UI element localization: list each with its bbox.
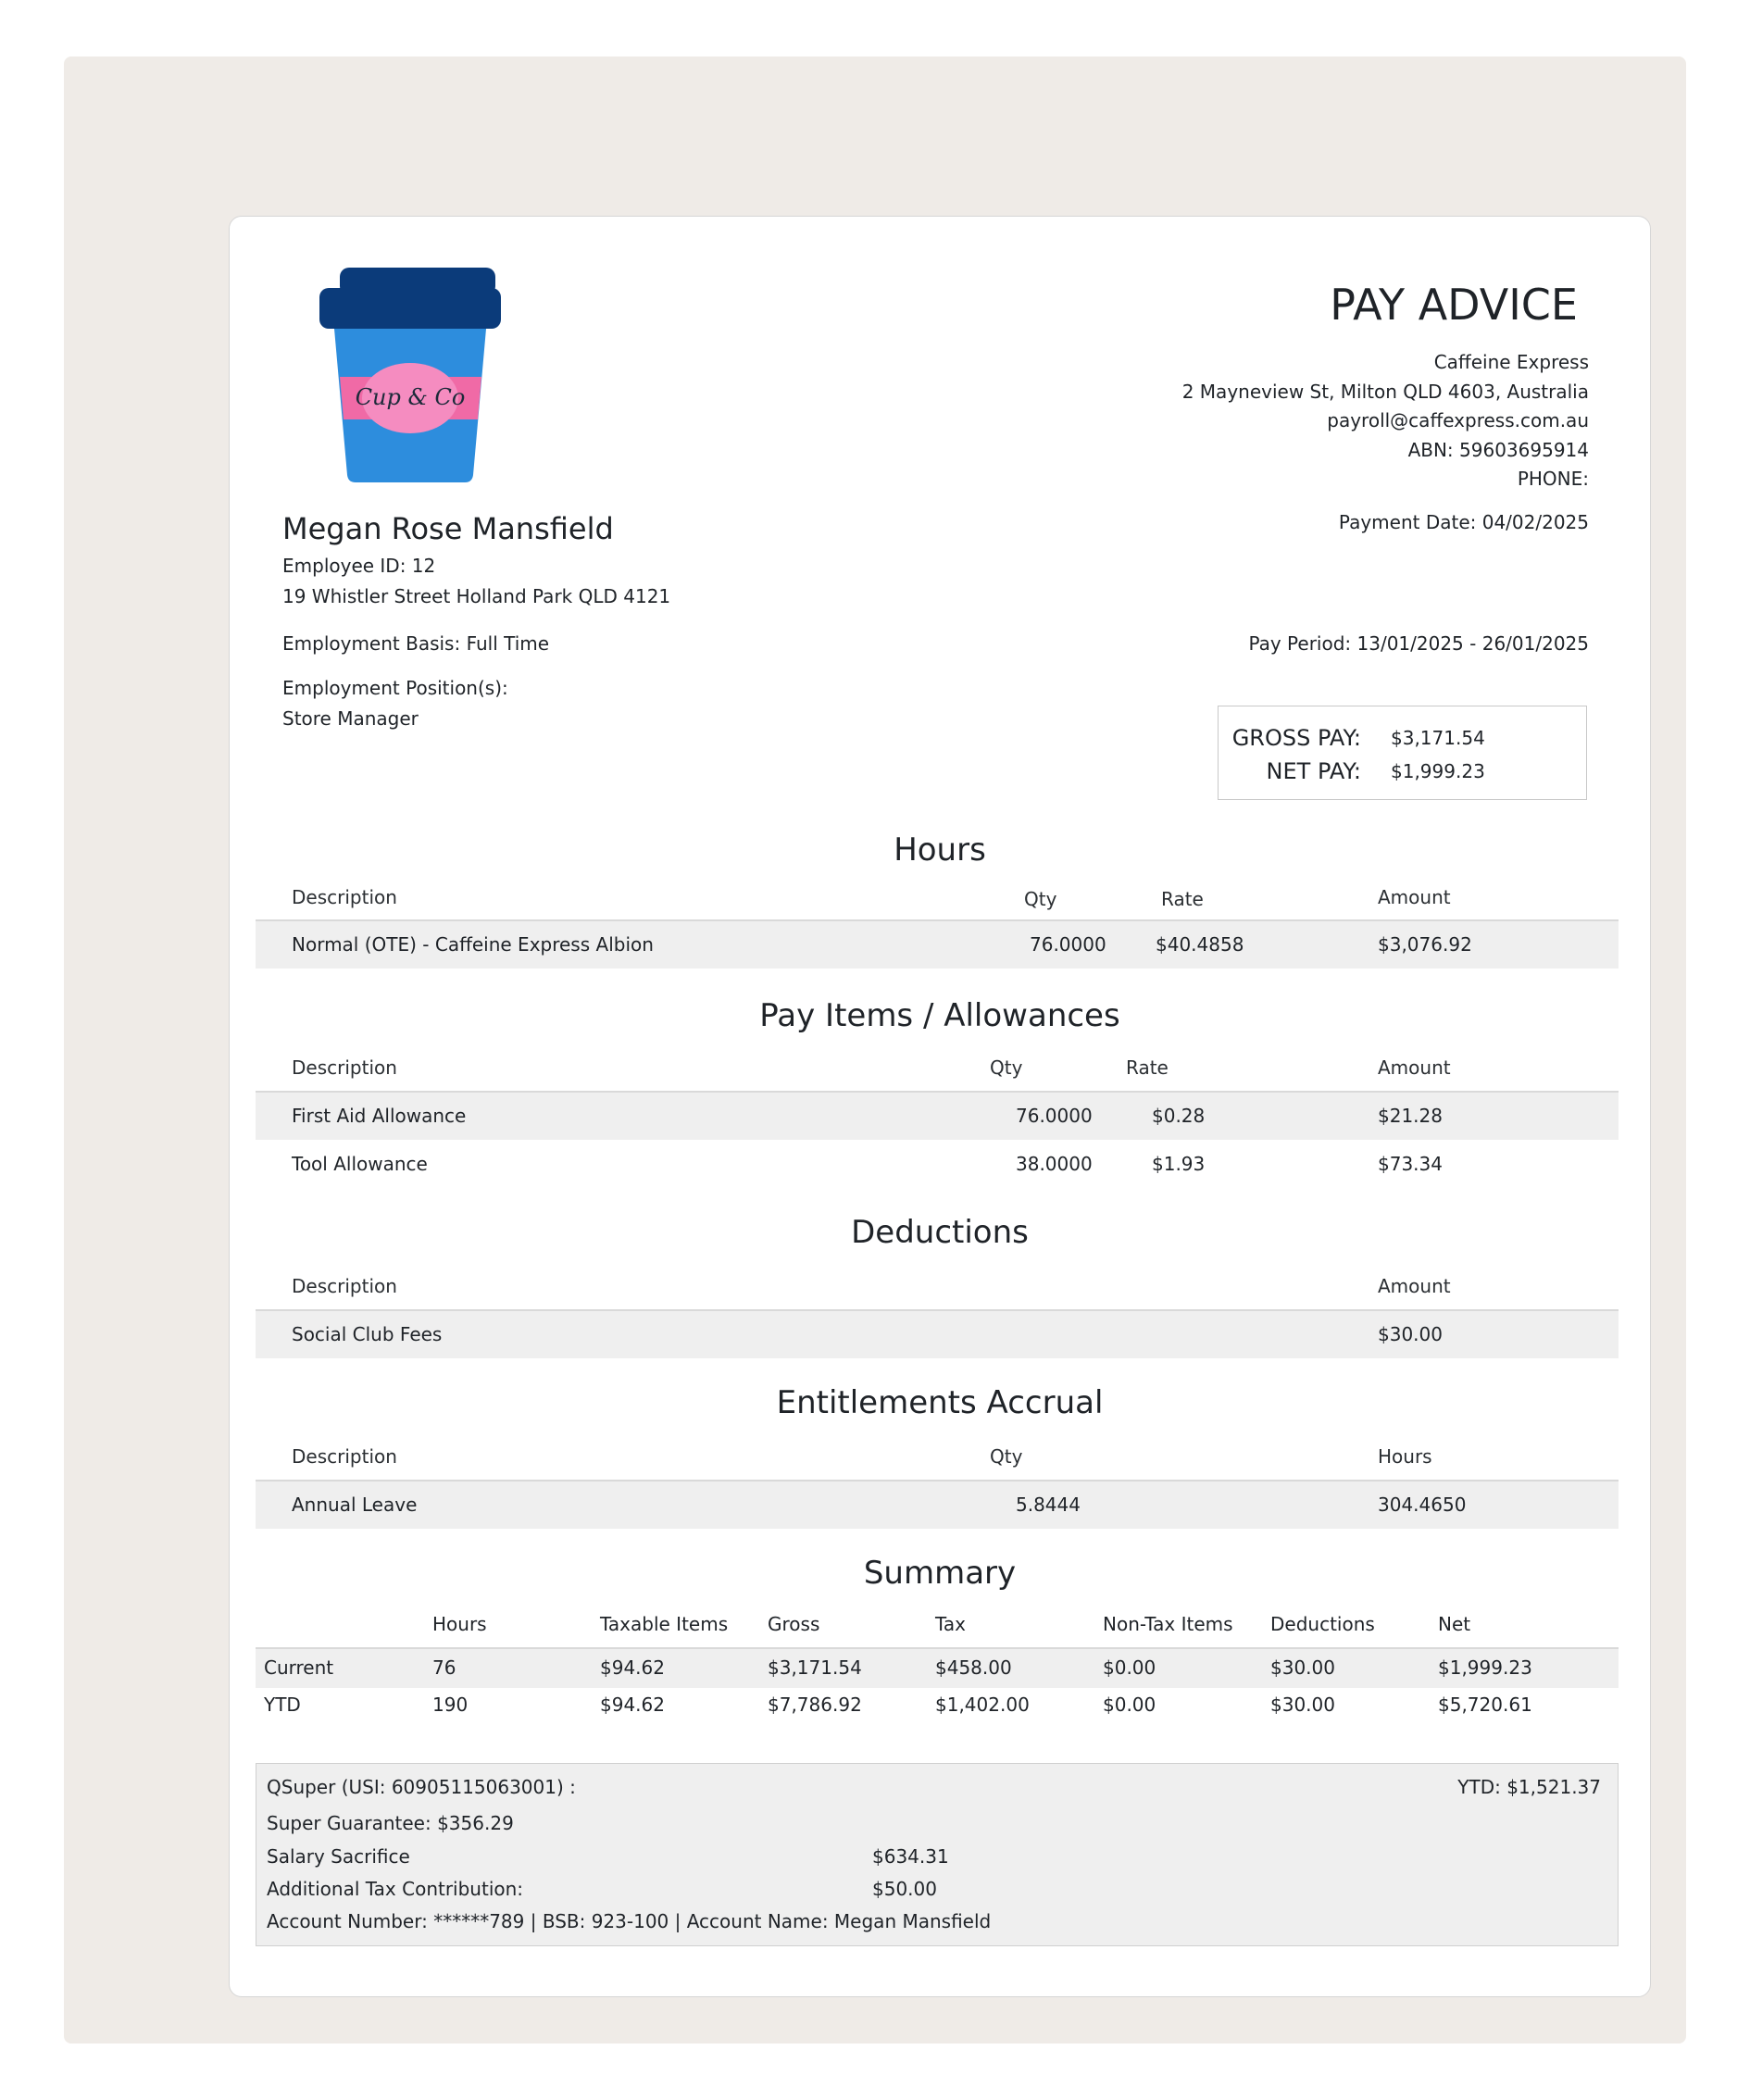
table-row <box>256 1481 1619 1529</box>
summary-row-current <box>256 1649 1619 1688</box>
hours-header-rate: Rate <box>1161 888 1204 910</box>
hours-header-amount: Amount <box>1378 886 1451 908</box>
summary-gross: $7,786.92 <box>768 1694 862 1716</box>
company-phone: PHONE: <box>1517 468 1589 490</box>
net-pay-label: NET PAY: <box>1266 758 1361 784</box>
gross-pay-label: GROSS PAY: <box>1231 725 1361 751</box>
position-value: Store Manager <box>282 707 419 730</box>
super-ytd: YTD: $1,521.37 <box>1457 1776 1601 1798</box>
super-account-details: Account Number: ******789 | BSB: 923-100 | Account Name: Megan Mansfield <box>267 1910 992 1932</box>
hours-rate: $40.4858 <box>1156 933 1244 956</box>
logo-text: Cup & Co <box>355 384 466 410</box>
deductions-header-description: Description <box>292 1275 397 1297</box>
summary-hours: 76 <box>432 1656 456 1679</box>
table-row <box>256 921 1619 969</box>
summary-header-net: Net <box>1438 1613 1471 1635</box>
summary-deductions: $30.00 <box>1270 1656 1335 1679</box>
summary-taxable: $94.62 <box>600 1694 665 1716</box>
pay-items-header-qty: Qty <box>990 1056 1023 1079</box>
hours-qty: 76.0000 <box>1030 933 1106 956</box>
positions-label: Employment Position(s): <box>282 677 508 699</box>
pay-item-qty: 38.0000 <box>1016 1153 1093 1175</box>
summary-net: $1,999.23 <box>1438 1656 1532 1679</box>
pay-item-rate: $0.28 <box>1152 1105 1206 1127</box>
page-backdrop <box>64 56 1686 2044</box>
pay-item-qty: 76.0000 <box>1016 1105 1093 1127</box>
super-fund: QSuper (USI: 60905115063001) : <box>267 1776 576 1798</box>
summary-header-tax: Tax <box>935 1613 966 1635</box>
pay-advice-document <box>229 216 1651 1997</box>
payment-date: Payment Date: 04/02/2025 <box>1338 511 1589 533</box>
salary-sacrifice-value: $634.31 <box>872 1845 949 1868</box>
employment-basis: Employment Basis: Full Time <box>282 632 550 655</box>
pay-item-amount: $21.28 <box>1378 1105 1443 1127</box>
pay-items-header-rate: Rate <box>1126 1056 1169 1079</box>
company-name: Caffeine Express <box>1433 351 1589 373</box>
company-details <box>1182 348 1589 494</box>
deduction-description: Social Club Fees <box>292 1323 443 1345</box>
pay-summary-box <box>1218 706 1587 800</box>
summary-row-label: Current <box>264 1656 334 1679</box>
summary-row-ytd <box>256 1686 1619 1725</box>
entitlements-header-description: Description <box>292 1445 397 1468</box>
table-row <box>256 1141 1619 1188</box>
super-details-box <box>256 1763 1619 1946</box>
deduction-amount: $30.00 <box>1378 1323 1443 1345</box>
hours-header-description: Description <box>292 886 397 908</box>
summary-header-hours: Hours <box>432 1613 487 1635</box>
summary-header-nontax: Non-Tax Items <box>1103 1613 1233 1635</box>
super-guarantee: Super Guarantee: $356.29 <box>267 1812 514 1834</box>
net-pay-value: $1,999.23 <box>1391 760 1485 782</box>
pay-period: Pay Period: 13/01/2025 - 26/01/2025 <box>1248 632 1589 655</box>
additional-tax-value: $50.00 <box>872 1878 937 1900</box>
summary-header-taxable: Taxable Items <box>600 1613 729 1635</box>
company-abn: ABN: 59603695914 <box>1407 438 1589 461</box>
summary-taxable: $94.62 <box>600 1656 665 1679</box>
pay-item-amount: $73.34 <box>1378 1153 1443 1175</box>
pay-item-rate: $1.93 <box>1152 1153 1206 1175</box>
summary-nontax: $0.00 <box>1103 1694 1156 1716</box>
pay-items-header-amount: Amount <box>1378 1056 1451 1079</box>
additional-tax-label: Additional Tax Contribution: <box>267 1878 524 1900</box>
hours-header-qty: Qty <box>1024 888 1057 910</box>
employment-positions <box>282 673 508 734</box>
entitlement-description: Annual Leave <box>292 1494 418 1516</box>
salary-sacrifice-label: Salary Sacrifice <box>267 1845 410 1868</box>
company-address: 2 Mayneview St, Milton QLD 4603, Australia <box>1181 380 1589 403</box>
summary-tax: $458.00 <box>935 1656 1012 1679</box>
deductions-header-amount: Amount <box>1378 1275 1451 1297</box>
entitlement-hours: 304.4650 <box>1378 1494 1467 1516</box>
employee-address: 19 Whistler Street Holland Park QLD 4121 <box>282 585 671 607</box>
company-logo <box>319 268 514 488</box>
entitlement-qty: 5.8444 <box>1016 1494 1081 1516</box>
summary-nontax: $0.00 <box>1103 1656 1156 1679</box>
entitlements-header-hours: Hours <box>1378 1445 1432 1468</box>
table-row <box>256 1311 1619 1358</box>
summary-net: $5,720.61 <box>1438 1694 1532 1716</box>
entitlements-header-qty: Qty <box>990 1445 1023 1468</box>
employee-id: Employee ID: 12 <box>282 555 436 577</box>
pay-item-description: Tool Allowance <box>292 1153 428 1175</box>
table-row <box>256 1093 1619 1140</box>
pay-item-description: First Aid Allowance <box>292 1105 467 1127</box>
summary-gross: $3,171.54 <box>768 1656 862 1679</box>
pay-items-header-description: Description <box>292 1056 397 1079</box>
employee-name: Megan Rose Mansfield <box>282 511 614 546</box>
summary-hours: 190 <box>432 1694 469 1716</box>
deductions-section-title: Deductions <box>851 1214 1029 1251</box>
summary-section-title: Summary <box>863 1555 1017 1592</box>
summary-tax: $1,402.00 <box>935 1694 1030 1716</box>
summary-header-deductions: Deductions <box>1270 1613 1375 1635</box>
entitlements-section-title: Entitlements Accrual <box>776 1384 1104 1421</box>
employee-details <box>282 551 670 612</box>
gross-pay-value: $3,171.54 <box>1391 727 1485 749</box>
summary-deductions: $30.00 <box>1270 1694 1335 1716</box>
hours-amount: $3,076.92 <box>1378 933 1472 956</box>
summary-row-label: YTD <box>264 1694 301 1716</box>
document-title: PAY ADVICE <box>1330 280 1578 330</box>
company-email: payroll@caffexpress.com.au <box>1327 409 1589 431</box>
pay-items-section-title: Pay Items / Allowances <box>759 997 1120 1034</box>
summary-header-gross: Gross <box>768 1613 820 1635</box>
hours-description: Normal (OTE) - Caffeine Express Albion <box>292 933 654 956</box>
hours-section-title: Hours <box>894 831 986 869</box>
